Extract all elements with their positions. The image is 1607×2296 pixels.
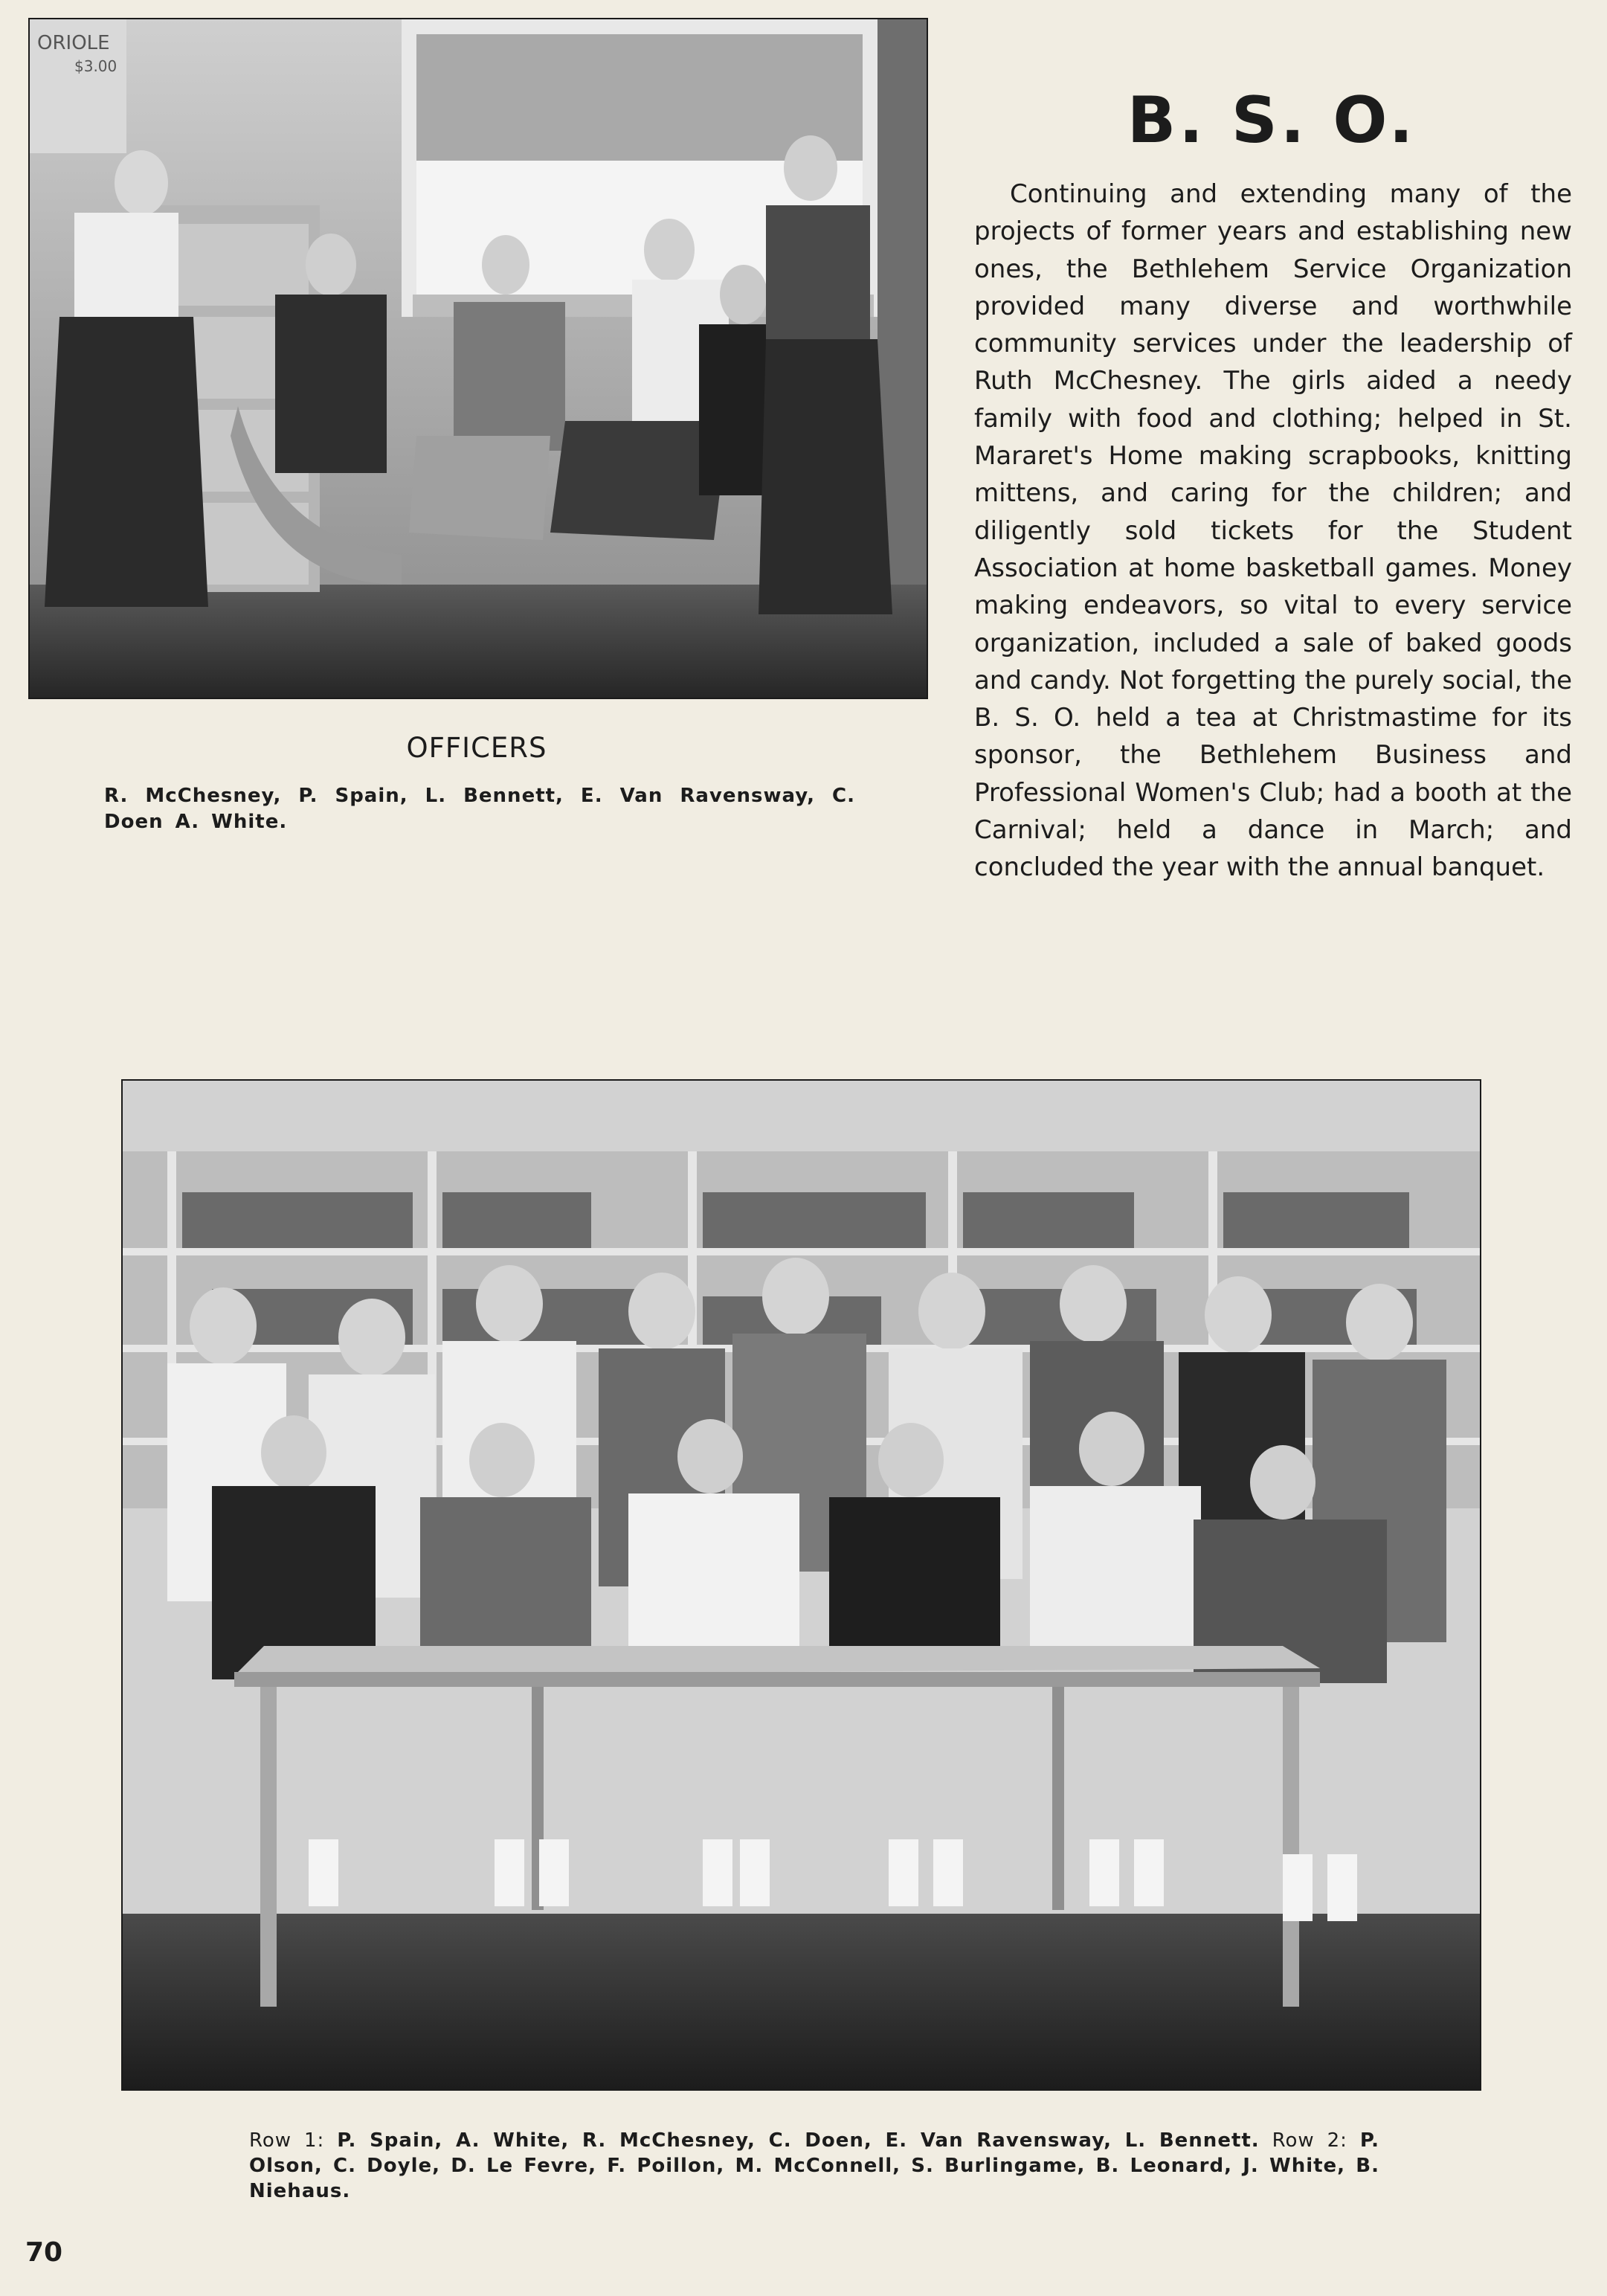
article-body: Continuing and extending many of the projects of former years and establishing new ones, the Bethlehem Service Organization provided many diverse and worthwhile community services under the leadership of Ruth McChesney. The girls aided a needy family with food and clothing; helped in St. Mararet's Home making scrapbooks, knitting mittens, and caring for the children; and diligently sold tickets for the Student Association at home basketball games. Money making endeavors, so vital to every service organization, included a sale of baked goods and candy. Not forgetting the purely social, the B. S. O. held a tea at Christmastime for its sponsor, the Bethlehem Business and Professional Women's Club; had a booth at the Carnival; held a dance in March; and concluded the year with the annual banquet.	[974, 179, 1572, 883]
row2-names: P. Olson, C. Doyle, D. Le Fevre, F. Poillon, M. McConnell, S. Burlingame, B. Leonard, J. White, B. Niehaus.	[249, 2129, 1379, 2202]
oriole-sign-price: $3.00	[74, 57, 117, 75]
officers-photo-image	[30, 19, 927, 698]
officers-heading: OFFICERS	[406, 732, 547, 764]
row1-label: Row 1:	[249, 2129, 325, 2152]
officers-names: R. McChesney, P. Spain, L. Bennett, E. Van Ravensway, C. Doen A. White.	[104, 785, 855, 833]
oriole-sign-text: ORIOLE	[37, 32, 110, 54]
group-photo-image	[123, 1081, 1480, 2089]
group-photo	[121, 1079, 1481, 2091]
officers-photo	[28, 18, 928, 699]
page-title: B. S. O.	[1127, 83, 1417, 158]
page-number: 70	[25, 2237, 63, 2268]
row2-label: Row 2:	[1272, 2129, 1347, 2152]
row1-names: P. Spain, A. White, R. McChesney, C. Doen, E. Van Ravensway, L. Bennett.	[337, 2129, 1260, 2152]
group-caption	[249, 2128, 1379, 2204]
